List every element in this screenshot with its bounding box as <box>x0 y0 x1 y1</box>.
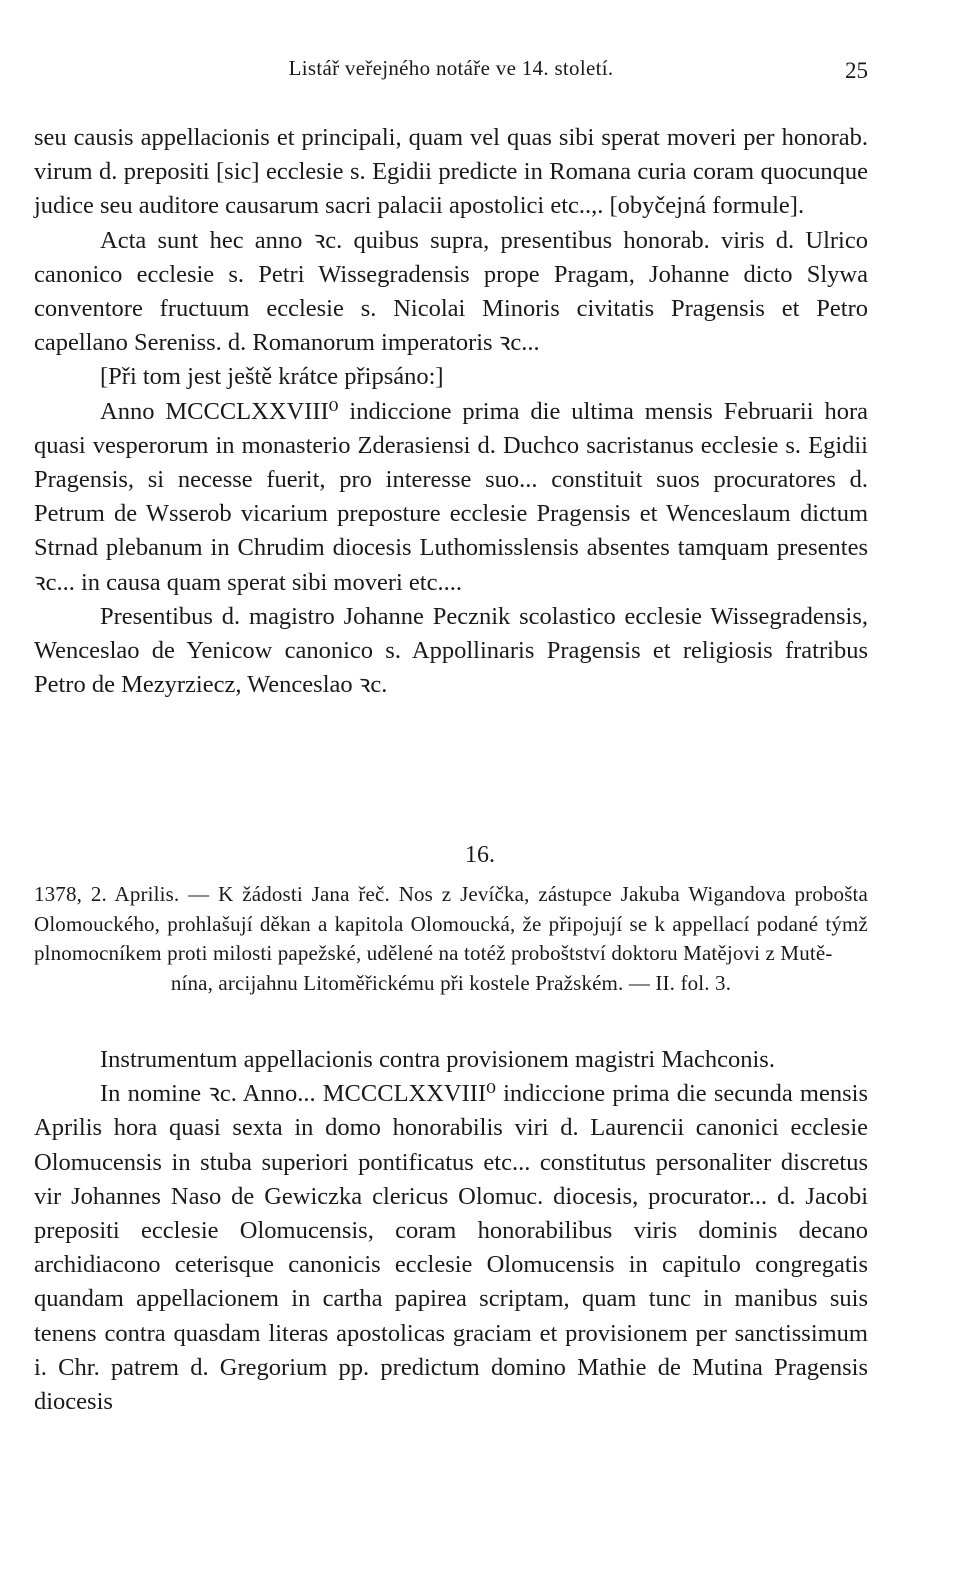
document-heading: Instrumentum appellacionis contra provisionem magistri Machconis. <box>100 1046 775 1073</box>
document-number: 16. <box>465 842 495 868</box>
document-regest <box>34 880 868 998</box>
running-header <box>34 56 868 88</box>
paragraph: [Při tom jest ještě krátce připsáno:] <box>100 363 444 391</box>
paragraph: Acta sunt hec anno ꝛc. quibus supra, presentibus honorab. viris d. Ulrico canonico ecclesie s. Petri Wissegradensis prope Pragam, Johanne dicto Slywa conventore fructuum ecclesie s. Nicolai Minoris civitatis Pragensis et Petro capellano Sereniss. d. Romanorum imperatoris ꝛc... <box>34 226 868 357</box>
regest-text: 1378, 2. Aprilis. — K žádosti Jana řeč. Nos z Jevíčka, zástupce Jakuba Wigandova probošta Olomouckého, prohlašují děkan a kapitola Olomoucká, že připojují se k appellací podané týmž plnomocníkem proti milosti papežské, udělené na totéž proboštství doktoru Matějovi z Mutě- <box>34 882 868 966</box>
document-text <box>34 1043 868 1419</box>
page-number: 25 <box>845 58 868 83</box>
continuation-text <box>34 121 868 702</box>
paragraph: Presentibus d. magistro Johanne Pecznik scolastico ecclesie Wissegradensis, Wenceslao de Yenicow canonico s. Appollinaris Pragensis et religiosis fratribus Petro de Mezyrziecz, Wenceslao ꝛc. <box>34 602 868 699</box>
running-title: Listář veřejného notáře ve 14. století. <box>288 56 614 80</box>
paragraph: In nomine ꝛc. Anno... MCCCLXXVIII⁰ indiccione prima die secunda mensis Aprilis hora quasi sexta in domo honorabilis viri d. Laurencii canonici ecclesie Olomucensis in stuba superiori pontificatus etc... constitutus personaliter discretus vir Johannes Naso de Gewiczka clericus Olomuc. diocesis, procurator... d. Jacobi prepositi ecclesie Olomucensis, coram honorabilibus viris dominis decano archidiacono ceterisque canonicis ecclesie Olomucensis in capitulo congregatis quandam appellacionem in cartha papirea scriptam, quam tunc in manibus suis tenens contra quasdam literas apostolicas graciam et provisionem per sanctissimum i. Chr. patrem d. Gregorium pp. predictum domino Mathie de Mutina Pragensis diocesis <box>34 1080 868 1416</box>
paragraph: seu causis appellacionis et principali, quam vel quas sibi sperat moveri per honorab. virum d. prepositi [sic] ecclesie s. Egidii predicte in Romana curia coram quocunque judice seu auditore causarum sacri palacii apostolici etc..,. [obyčejná formule]. <box>34 124 868 220</box>
regest-last-line: nína, arcijahnu Litoměřickému při kostele Pražském. — II. fol. 3. <box>170 970 732 995</box>
paragraph: Anno MCCCLXXVIII⁰ indiccione prima die ultima mensis Februarii hora quasi vesperorum in monasterio Zderasiensi d. Duchco sacristanus ecclesie s. Egidii Pragensis, si necesse fuerit, pro interesse suo... constituit suos procuratores d. Petrum de Wsserob vicarium preposture ecclesie Pragensis et Wenceslaum dictum Strnad plebanum in Chrudim diocesis Luthomisslensis absentes tamquam presentes ꝛc... in causa quam sperat sibi moveri etc.... <box>34 397 868 596</box>
